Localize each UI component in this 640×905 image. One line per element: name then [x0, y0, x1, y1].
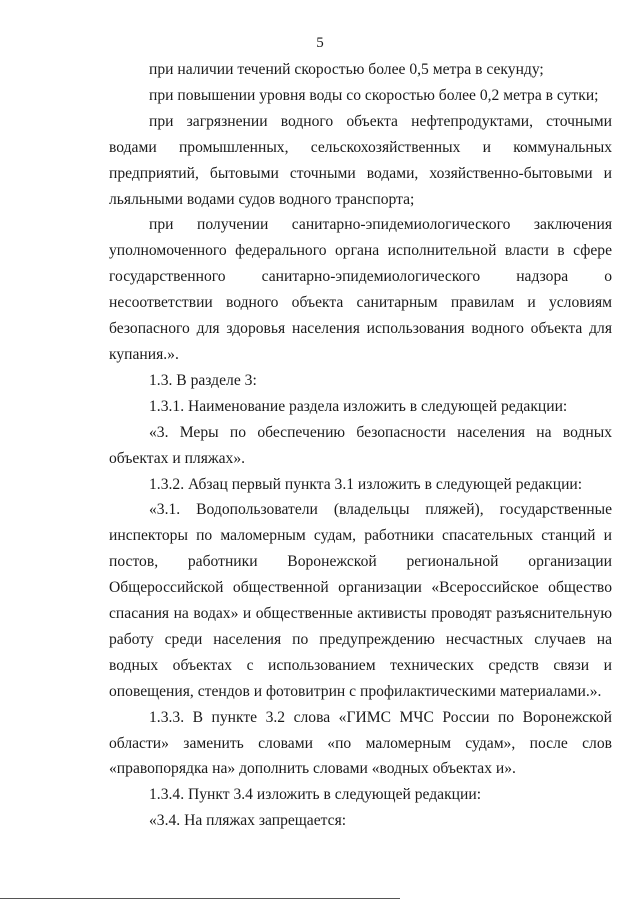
- paragraph-1-3: 1.3. В разделе 3:: [149, 371, 257, 389]
- paragraph-1-3-3: 1.3.3. В пункте 3.2 слова «ГИМС МЧС России по Воронежской области» заменить словами «по маломерным судам», после слов «правопорядка на» дополнить словами «водных объектах и».: [109, 708, 612, 778]
- paragraph-1-3-1: 1.3.1. Наименование раздела изложить в следующей редакции:: [149, 397, 568, 415]
- paragraph-sanitary-conclusion: при получении санитарно-эпидемиологического заключения уполномоченного федерального органа исполнительной власти в сфере государственного санитарно-эпидемиологического надзора о несоответствии водного объекта санитарным правилам и условиям безопасного для здоровья населения использования водного объекта для купания.».: [109, 216, 612, 363]
- paragraph-3-4-quote: «3.4. На пляжах запрещается:: [149, 812, 347, 830]
- document-body: [109, 57, 612, 834]
- page-number: 5: [316, 35, 324, 51]
- paragraph-section-title-quote: «3. Меры по обеспечению безопасности населения на водных объектах и пляжах».: [109, 423, 612, 467]
- paragraph-3-1-quote: «3.1. Водопользователи (владельцы пляжей), государственные инспекторы по маломерным судам, работники спасательных станций и постов, работники Воронежской региональной организации Общероссийской общественной организации «Всероссийское общество спасания на водах» и общественные активисты проводят разъяснительную работу среди населения по предупреждению несчастных случаев на водных объектах с использованием технических средств связи и оповещения, стендов и фотовитрин с профилактическими материалами.».: [109, 501, 612, 700]
- paragraph-currents: при наличии течений скоростью более 0,5 метра в секунду;: [149, 61, 544, 78]
- paragraph-1-3-4: 1.3.4. Пункт 3.4 изложить в следующей редакции:: [149, 786, 482, 804]
- bottom-rule: [0, 898, 400, 899]
- paragraph-1-3-2: 1.3.2. Абзац первый пункта 3.1 изложить в следующей редакции:: [149, 475, 583, 493]
- paragraph-pollution: при загрязнении водного объекта нефтепродуктами, сточными водами промышленных, сельскохозяйственных и коммунальных предприятий, бытовыми сточными водами, хозяйственно-бытовыми и льяльными водами судов водного транспорта;: [109, 112, 612, 208]
- paragraph-water-level: при повышении уровня воды со скоростью более 0,2 метра в сутки;: [149, 86, 599, 104]
